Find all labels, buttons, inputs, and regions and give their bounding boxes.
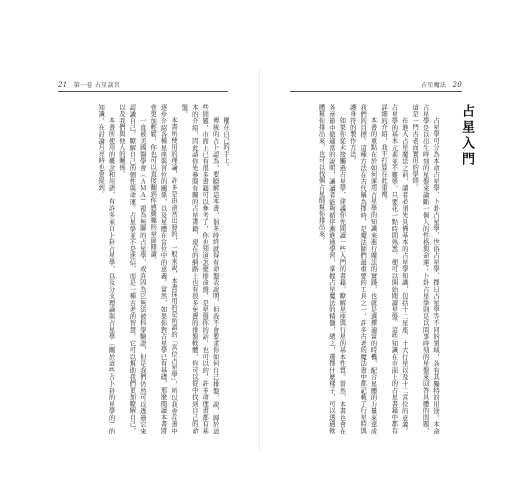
paragraph: 權在自己的手上。 [222,116,229,170]
left-header-rule [58,91,228,92]
right-running-head: 占星魔法 [421,82,447,89]
right-page-body [290,104,440,434]
right-header-rule [290,91,462,92]
paragraph: 占星學可分為本命占星學、卜卦占星學、世俗占星學、擇日占星學等不同的領域，各有其獨特的用途。本命占星學是以出生時刻的星盤來論斷一個人的性格與命運；卜卦占星學則是以問事時刻的星盤來回答具體的問題，這是一門古老而實用的學問。 [411,104,439,434]
left-page-body [58,104,230,434]
paragraph: 一直被美國醫學會（ＡＭＡ）視為無聊的占星學，或許因為它無法被科學驗證，但是我們仍然可以透過它來認識自己，瞭解自己的個性與命運。占星學並不是迷信，而是一種古老的智慧，它可以幫助我們更加瞭解自己，以及我們與他人的關係。 [117,104,146,434]
paragraph: 在進入占星魔法之前，讀者必須先具備基本的占星學知識，包括十二星座、十大行星以及十二宮位的意義。占星學的基本元素並不難學，只要花一點時間熟悉，便可以開始閱讀星盤。這些知識在市面上的占星書籍中都有詳細的介紹，我不打算在此重複。 [379,104,408,434]
paragraph: 本書所使用的理論，許多是由命宮出發的，一般來說，本書採用的是所謂的「宮位占星學」，所以我會在書中逐步介紹各種星座與宮位的關係，以及星體在宮位中的意義。當然，如果你對占星學已有基礎，那麼閱讀本書將會更加輕鬆，你也可以直接翻到你感興趣的章節閱讀。 [149,104,177,434]
right-page-number: 20 [452,81,462,89]
paragraph: 本書所使用的概念和用語，有許多來自卜卦占星學，以及分支理論與占星學（關於這些占卜卦的星學的）的知識，在討論月亮時也會提到。 [97,104,115,434]
paragraph: 傳統的占卜認為，要瞭解這本書，倡多時終就得有命盤表說明、但我不會要求你如何自己排盤，說，歸於這些問題，市面上已有很多書籍可以參考了，你也知道怎麼排命盤，是星盤你的話，也可以的，許多命理書都有基本的介紹，因此請你先參閱有關的占星書籍，現在的網路上也有很多免費的排盤軟體，你可以從中找到自己的命盤。 [180,104,219,434]
paragraph: 如果你從未接觸過占星學，建議你先閱讀一些入門的書籍，瞭解星座與行星的基本性質。當然，本書也會在各章節中做適當的說明，讓讀者能夠循序漸進地學習，掌握占星魔法的精髓，總之，選擇什麼樣子，可以透過軟體幫你排出來，也可以找個占星師幫你排出來。 [317,104,346,434]
paragraph: 本書的重點在於如何運用占星學的知識來進行魔法的實踐，也就是選擇適當的時機，配合星體的力量來達成我們的目標。這種方法在古代稱為擇時，是魔法師們最重要的工具之一，許多古老的魔法書中都記載了行星時與護身符的製作方法。 [348,104,377,434]
right-page [260,0,520,500]
right-page-header [421,80,462,89]
left-page-header [58,80,120,89]
left-page-number: 21 [58,81,68,89]
chapter-title: 占星入門 [459,104,474,168]
left-running-head: 第一卷 占星談宮 [73,82,121,89]
